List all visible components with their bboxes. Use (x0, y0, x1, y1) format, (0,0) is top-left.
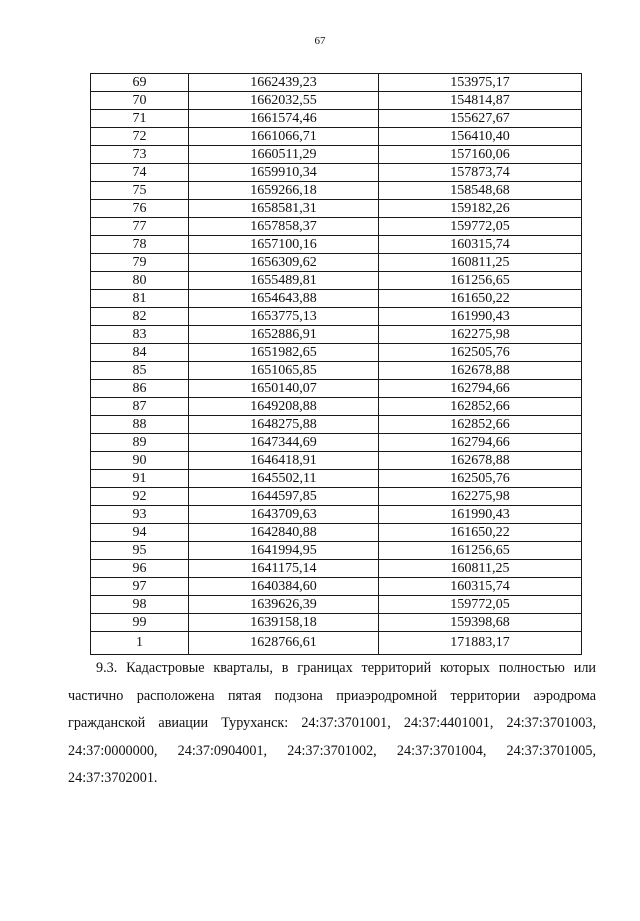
y-coordinate-cell: 159398,68 (379, 614, 582, 632)
table-row (91, 272, 582, 290)
table-row (91, 524, 582, 542)
y-coordinate-cell: 161256,65 (379, 542, 582, 560)
y-coordinate-cell: 161650,22 (379, 524, 582, 542)
point-number-cell: 78 (91, 236, 189, 254)
y-coordinate-cell: 154814,87 (379, 92, 582, 110)
y-coordinate-cell: 161650,22 (379, 290, 582, 308)
table-row (91, 218, 582, 236)
point-number-cell: 82 (91, 308, 189, 326)
paragraph-line: частично расположена пятая подзона приаэродромной территории аэродрома (68, 687, 596, 704)
x-coordinate-cell: 1648275,88 (189, 416, 379, 434)
y-coordinate-cell: 160315,74 (379, 236, 582, 254)
table-row (91, 380, 582, 398)
table-row (91, 452, 582, 470)
y-coordinate-cell: 162794,66 (379, 380, 582, 398)
point-number-cell: 69 (91, 74, 189, 92)
point-number-cell: 79 (91, 254, 189, 272)
x-coordinate-cell: 1657100,16 (189, 236, 379, 254)
table-row (91, 506, 582, 524)
point-number-cell: 87 (91, 398, 189, 416)
x-coordinate-cell: 1641994,95 (189, 542, 379, 560)
x-coordinate-cell: 1656309,62 (189, 254, 379, 272)
y-coordinate-cell: 160811,25 (379, 560, 582, 578)
point-number-cell: 84 (91, 344, 189, 362)
point-number-cell: 71 (91, 110, 189, 128)
y-coordinate-cell: 157873,74 (379, 164, 582, 182)
y-coordinate-cell: 171883,17 (379, 632, 582, 655)
y-coordinate-cell: 160315,74 (379, 578, 582, 596)
table-row (91, 632, 582, 655)
x-coordinate-cell: 1643709,63 (189, 506, 379, 524)
point-number-cell: 99 (91, 614, 189, 632)
y-coordinate-cell: 162852,66 (379, 398, 582, 416)
x-coordinate-cell: 1639158,18 (189, 614, 379, 632)
point-number-cell: 70 (91, 92, 189, 110)
y-coordinate-cell: 161990,43 (379, 506, 582, 524)
table-row (91, 200, 582, 218)
table-row (91, 110, 582, 128)
x-coordinate-cell: 1662439,23 (189, 74, 379, 92)
point-number-cell: 83 (91, 326, 189, 344)
point-number-cell: 80 (91, 272, 189, 290)
point-number-cell: 90 (91, 452, 189, 470)
x-coordinate-cell: 1647344,69 (189, 434, 379, 452)
x-coordinate-cell: 1645502,11 (189, 470, 379, 488)
y-coordinate-cell: 162794,66 (379, 434, 582, 452)
x-coordinate-cell: 1655489,81 (189, 272, 379, 290)
point-number-cell: 88 (91, 416, 189, 434)
table-row (91, 254, 582, 272)
x-coordinate-cell: 1653775,13 (189, 308, 379, 326)
y-coordinate-cell: 159772,05 (379, 218, 582, 236)
table-row (91, 236, 582, 254)
y-coordinate-cell: 161256,65 (379, 272, 582, 290)
paragraph-line: гражданской авиации Туруханск: 24:37:3701001, 24:37:4401001, 24:37:3701003, (68, 715, 596, 731)
table-row (91, 344, 582, 362)
table-row (91, 398, 582, 416)
point-number-cell: 77 (91, 218, 189, 236)
paragraph-line: 9.3. Кадастровые кварталы, в границах территорий которых полностью или (96, 660, 596, 676)
x-coordinate-cell: 1654643,88 (189, 290, 379, 308)
x-coordinate-cell: 1651982,65 (189, 344, 379, 362)
point-number-cell: 86 (91, 380, 189, 398)
table-row (91, 470, 582, 488)
x-coordinate-cell: 1650140,07 (189, 380, 379, 398)
x-coordinate-cell: 1641175,14 (189, 560, 379, 578)
y-coordinate-cell: 161990,43 (379, 308, 582, 326)
table-row (91, 434, 582, 452)
x-coordinate-cell: 1628766,61 (189, 632, 379, 655)
y-coordinate-cell: 162852,66 (379, 416, 582, 434)
table-row (91, 182, 582, 200)
table-row (91, 614, 582, 632)
table-row (91, 488, 582, 506)
y-coordinate-cell: 158548,68 (379, 182, 582, 200)
x-coordinate-cell: 1652886,91 (189, 326, 379, 344)
point-number-cell: 85 (91, 362, 189, 380)
table-row (91, 128, 582, 146)
y-coordinate-cell: 155627,67 (379, 110, 582, 128)
point-number-cell: 91 (91, 470, 189, 488)
table-row (91, 326, 582, 344)
table-row (91, 416, 582, 434)
x-coordinate-cell: 1658581,31 (189, 200, 379, 218)
x-coordinate-cell: 1640384,60 (189, 578, 379, 596)
point-number-cell: 81 (91, 290, 189, 308)
point-number-cell: 75 (91, 182, 189, 200)
point-number-cell: 89 (91, 434, 189, 452)
y-coordinate-cell: 162678,88 (379, 362, 582, 380)
point-number-cell: 96 (91, 560, 189, 578)
y-coordinate-cell: 159772,05 (379, 596, 582, 614)
point-number-cell: 98 (91, 596, 189, 614)
table-row (91, 74, 582, 92)
point-number-cell: 94 (91, 524, 189, 542)
point-number-cell: 92 (91, 488, 189, 506)
table-row (91, 560, 582, 578)
x-coordinate-cell: 1661574,46 (189, 110, 379, 128)
paragraph-line: 24:37:0000000, 24:37:0904001, 24:37:3701002, 24:37:3701004, 24:37:3701005, (68, 742, 596, 759)
table-row (91, 308, 582, 326)
x-coordinate-cell: 1639626,39 (189, 596, 379, 614)
x-coordinate-cell: 1644597,85 (189, 488, 379, 506)
table-row (91, 362, 582, 380)
table-row (91, 290, 582, 308)
x-coordinate-cell: 1661066,71 (189, 128, 379, 146)
x-coordinate-cell: 1659266,18 (189, 182, 379, 200)
y-coordinate-cell: 162275,98 (379, 488, 582, 506)
point-number-cell: 76 (91, 200, 189, 218)
x-coordinate-cell: 1657858,37 (189, 218, 379, 236)
table-row (91, 146, 582, 164)
table-row (91, 596, 582, 614)
y-coordinate-cell: 159182,26 (379, 200, 582, 218)
table-row (91, 578, 582, 596)
y-coordinate-cell: 162678,88 (379, 452, 582, 470)
x-coordinate-cell: 1649208,88 (189, 398, 379, 416)
table-row (91, 164, 582, 182)
paragraph-text (68, 655, 596, 793)
point-number-cell: 72 (91, 128, 189, 146)
y-coordinate-cell: 156410,40 (379, 128, 582, 146)
x-coordinate-cell: 1659910,34 (189, 164, 379, 182)
point-number-cell: 1 (91, 632, 189, 655)
point-number-cell: 97 (91, 578, 189, 596)
table-row (91, 92, 582, 110)
y-coordinate-cell: 162505,76 (379, 344, 582, 362)
y-coordinate-cell: 160811,25 (379, 254, 582, 272)
point-number-cell: 74 (91, 164, 189, 182)
cadastral-quarters-paragraph (68, 655, 596, 793)
paragraph-line: 24:37:3702001. (68, 770, 158, 786)
x-coordinate-cell: 1646418,91 (189, 452, 379, 470)
coordinates-table (90, 73, 582, 655)
x-coordinate-cell: 1660511,29 (189, 146, 379, 164)
point-number-cell: 95 (91, 542, 189, 560)
point-number-cell: 93 (91, 506, 189, 524)
page-number: 67 (314, 35, 326, 47)
coordinates-table-body (91, 74, 582, 655)
y-coordinate-cell: 162275,98 (379, 326, 582, 344)
x-coordinate-cell: 1662032,55 (189, 92, 379, 110)
y-coordinate-cell: 153975,17 (379, 74, 582, 92)
y-coordinate-cell: 157160,06 (379, 146, 582, 164)
point-number-cell: 73 (91, 146, 189, 164)
table-row (91, 542, 582, 560)
x-coordinate-cell: 1642840,88 (189, 524, 379, 542)
x-coordinate-cell: 1651065,85 (189, 362, 379, 380)
y-coordinate-cell: 162505,76 (379, 470, 582, 488)
